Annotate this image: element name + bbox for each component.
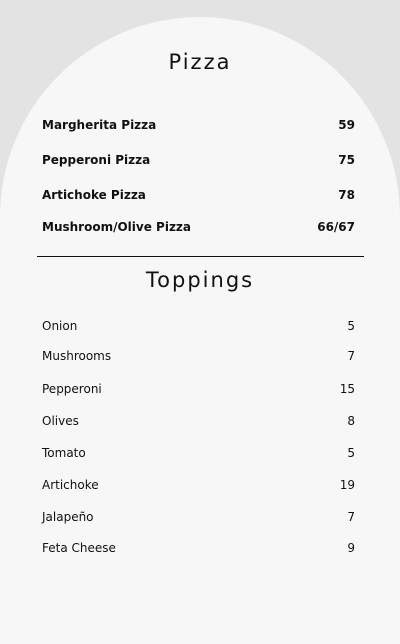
section-divider (37, 256, 364, 257)
pizza-item-price: 75 (338, 153, 355, 167)
pizza-item-name: Mushroom/Olive Pizza (42, 220, 192, 234)
topping-item-price: 9 (347, 541, 355, 555)
pizza-item-pepperoni (42, 151, 355, 169)
topping-item-name: Tomato (42, 446, 86, 460)
topping-item-onion (42, 317, 355, 335)
topping-item-price: 7 (347, 349, 355, 363)
pizza-item-mushroom-olive (42, 218, 355, 236)
pizza-item-price: 66/67 (317, 220, 355, 234)
topping-item-name: Feta Cheese (42, 541, 116, 555)
topping-item-jalapeno (42, 508, 355, 526)
topping-item-price: 15 (339, 382, 355, 396)
topping-item-feta-cheese (42, 539, 355, 557)
topping-item-price: 5 (347, 446, 355, 460)
topping-item-name: Artichoke (42, 478, 99, 492)
toppings-section-title: Toppings (145, 268, 255, 292)
topping-item-pepperoni (42, 380, 355, 398)
topping-item-price: 5 (347, 319, 355, 333)
topping-item-name: Jalapeño (42, 510, 94, 524)
topping-item-name: Pepperoni (42, 382, 102, 396)
pizza-item-name: Pepperoni Pizza (42, 153, 151, 167)
topping-item-name: Onion (42, 319, 78, 333)
topping-item-name: Mushrooms (42, 349, 112, 363)
topping-item-name: Olives (42, 414, 79, 428)
topping-item-artichoke (42, 476, 355, 494)
pizza-item-margherita (42, 116, 355, 134)
pizza-item-price: 78 (338, 188, 355, 202)
pizza-item-name: Artichoke Pizza (42, 188, 146, 202)
pizza-item-name: Margherita Pizza (42, 118, 157, 132)
topping-item-olives (42, 412, 355, 430)
topping-item-price: 7 (347, 510, 355, 524)
pizza-item-price: 59 (338, 118, 355, 132)
pizza-section-title: Pizza (168, 50, 232, 74)
topping-item-price: 19 (339, 478, 355, 492)
topping-item-price: 8 (347, 414, 355, 428)
pizza-item-artichoke (42, 186, 355, 204)
topping-item-tomato (42, 444, 355, 462)
topping-item-mushrooms (42, 347, 355, 365)
